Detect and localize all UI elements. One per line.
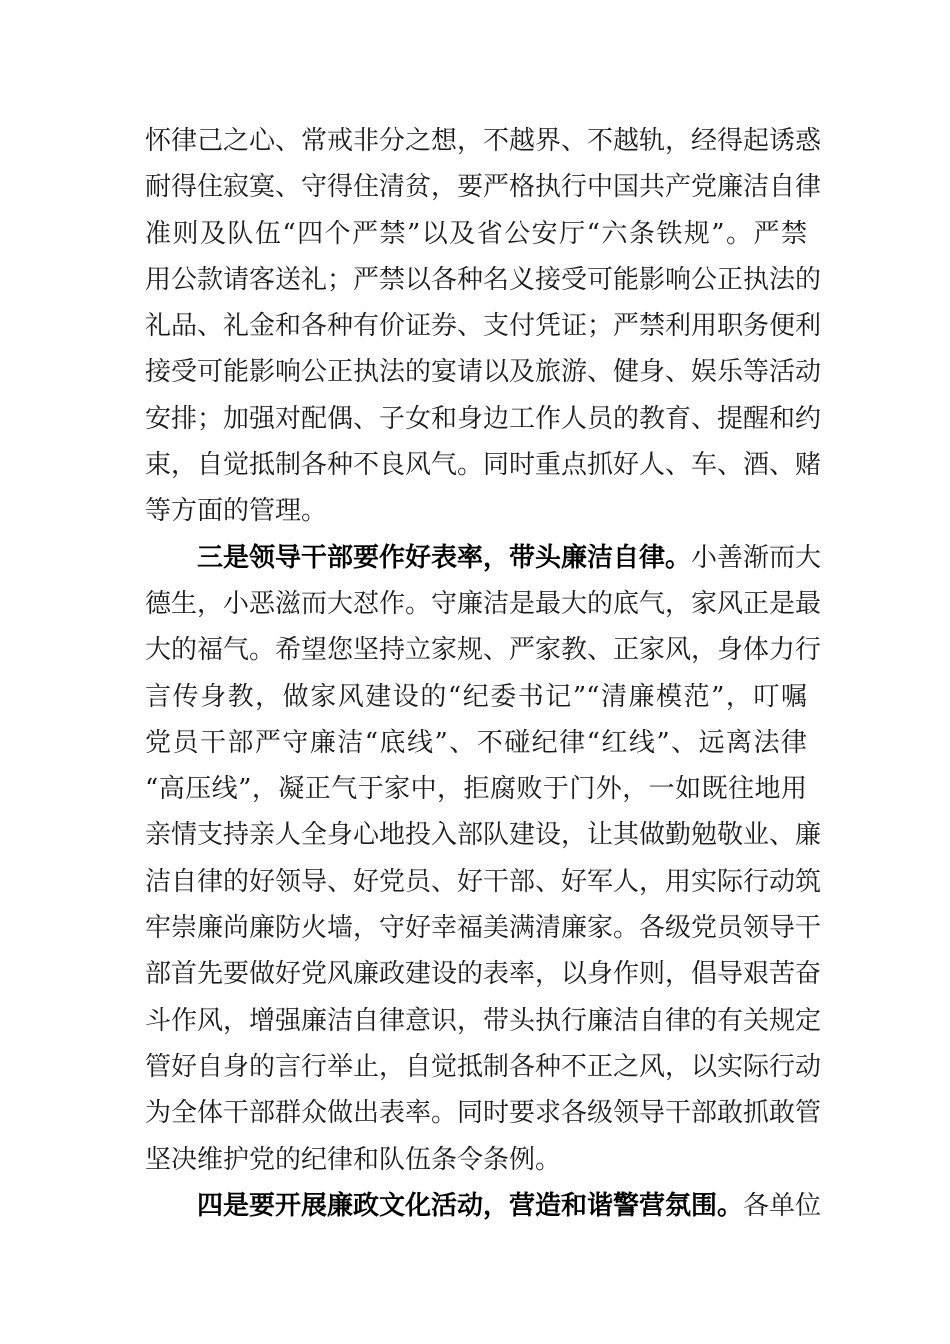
text-line: 管好自身的言行举止，自觉抵制各种不正之风，以实际行动 <box>145 1051 822 1082</box>
text-run: 小善渐而大 <box>691 542 822 573</box>
text-line: 为全体干部群众做出表率。同时要求各级领导干部敢抓敢管 <box>145 1098 822 1129</box>
text-line: 德生，小恶滋而大怼作。守廉洁是最大的底气，家风正是最 <box>145 588 822 619</box>
paragraph-3 <box>145 1183 822 1229</box>
text-line: 斗作风，增强廉洁自律意识，带头执行廉洁自律的有关规定 <box>145 1005 822 1036</box>
text-line: 坚决维护党的纪律和队伍条令条例。 <box>145 1144 562 1175</box>
text-line: “高压线”，凝正气于家中，拒腐败于门外，一如既往地用 <box>145 774 807 805</box>
text-line: 大的福气。希望您坚持立家规、严家教、正家风，身体力行 <box>145 635 822 666</box>
text-run: 各单位 <box>743 1190 822 1221</box>
paragraph-heading: 三是领导干部要作好表率，带头廉洁自律。 <box>197 542 692 573</box>
text-line: 耐得住寂寞、守得住清贫，要严格执行中国共产党廉洁自律 <box>145 172 822 203</box>
paragraph-first-line <box>145 1183 822 1229</box>
text-line: 怀律己之心、常戒非分之想，不越界、不越轨，经得起诱惑 <box>145 126 822 156</box>
text-line: 牢崇廉尚廉防火墙，守好幸福美满清廉家。各级党员领导干 <box>145 913 822 944</box>
paragraph-heading: 四是要开展廉政文化活动，营造和谐警营氛围。 <box>197 1190 744 1221</box>
text-line: 部首先要做好党风廉政建设的表率，以身作则，倡导艰苦奋 <box>145 959 822 990</box>
paragraph-1 <box>145 118 822 535</box>
paragraph-2 <box>145 535 822 1183</box>
text-line: 接受可能影响公正执法的宴请以及旅游、健身、娱乐等活动 <box>145 357 822 388</box>
text-line: 用公款请客送礼；严禁以各种名义接受可能影响公正执法的 <box>145 264 822 295</box>
text-line: 亲情支持亲人全身心地投入部队建设，让其做勤勉敬业、廉 <box>145 820 822 851</box>
text-line: 洁自律的好领导、好党员、好干部、好军人，用实际行动筑 <box>145 866 822 897</box>
text-line: 言传身教，做家风建设的“纪委书记”“清廉模范”，叮嘱 <box>145 681 807 712</box>
document-body <box>145 118 822 1229</box>
text-line: 安排；加强对配偶、子女和身边工作人员的教育、提醒和约 <box>145 403 822 434</box>
text-line: 礼品、礼金和各种有价证券、支付凭证；严禁利用职务便利 <box>145 311 822 342</box>
text-line: 束，自觉抵制各种不良风气。同时重点抓好人、车、酒、赌 <box>145 450 822 481</box>
paragraph-first-line <box>145 535 822 581</box>
text-line: 党员干部严守廉洁“底线”、不碰纪律“红线”、远离法律 <box>145 727 807 758</box>
text-line: 准则及队伍“四个严禁”以及省公安厅“六条铁规”。严禁 <box>145 218 807 249</box>
text-line: 等方面的管理。 <box>145 496 328 527</box>
